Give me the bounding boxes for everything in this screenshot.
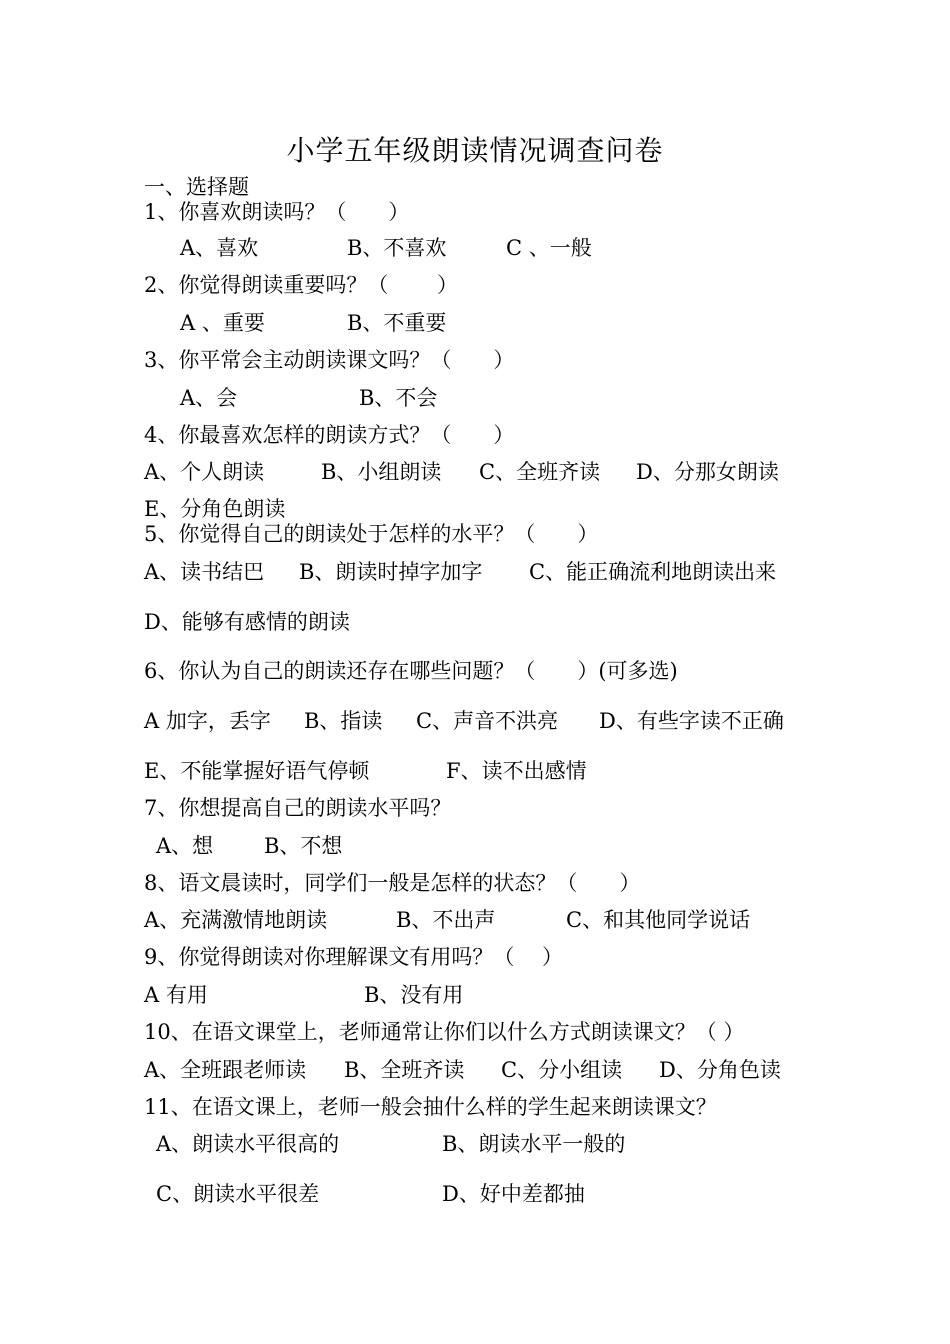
option-c: C、分小组读 [501, 1058, 623, 1082]
option-a: A 有用 [144, 983, 208, 1007]
option-c: C、能正确流利地朗读出来 [529, 560, 777, 584]
option-b: B、没有用 [364, 983, 464, 1007]
option-d: D、分角色读 [659, 1058, 781, 1082]
option-b: B、全班齐读 [344, 1058, 465, 1082]
option-b: B、指读 [304, 709, 383, 733]
question-5: 5、你觉得自己的朗读处于怎样的水平？（ ） [144, 522, 599, 546]
question-11-options-2 [144, 1179, 844, 1299]
question-8: 8、语文晨读时，同学们一般是怎样的状态？（ ） [144, 871, 641, 895]
question-1: 1、你喜欢朗读吗？（ ） [144, 200, 410, 224]
question-2: 2、你觉得朗读重要吗？（ ） [144, 273, 459, 297]
option-b: B、朗读时掉字加字 [299, 560, 483, 584]
option-a: A 、重要 [180, 311, 265, 335]
question-11: 11、在语文课上，老师一般会抽什么样的学生起来朗读课文？ [144, 1095, 717, 1119]
option-b: B、不喜欢 [347, 236, 447, 260]
option-b: B、不重要 [347, 311, 447, 335]
option-f: F、读不出感情 [446, 759, 587, 783]
question-4-option-e: E、分角色朗读 [144, 497, 286, 521]
option-e: E、不能掌握好语气停顿 [144, 759, 370, 783]
option-b: B、不出声 [396, 908, 496, 932]
option-b: B、不想 [264, 834, 343, 858]
question-3: 3、你平常会主动朗读课文吗？（ ） [144, 348, 515, 372]
option-a: A、喜欢 [180, 236, 259, 260]
question-9: 9、你觉得朗读对你理解课文有用吗？（ ） [144, 945, 564, 969]
option-b: B、小组朗读 [321, 460, 442, 484]
page-title: 小学五年级朗读情况调查问卷 [286, 134, 664, 167]
option-a: A、充满激情地朗读 [144, 908, 328, 932]
option-b: B、朗读水平一般的 [442, 1132, 626, 1156]
option-a: A、全班跟老师读 [144, 1058, 307, 1082]
question-7: 7、你想提高自己的朗读水平吗？ [144, 796, 452, 820]
option-b: B、不会 [359, 386, 438, 410]
question-6: 6、你认为自己的朗读还存在哪些问题？（ ）(可多选) [144, 659, 678, 683]
option-d: D、好中差都抽 [442, 1182, 585, 1206]
question-4: 4、你最喜欢怎样的朗读方式？（ ） [144, 423, 515, 447]
section-heading: 一、选择题 [144, 175, 249, 199]
option-c: C、全班齐读 [479, 460, 601, 484]
option-c: C、朗读水平很差 [156, 1182, 320, 1206]
option-a: A、个人朗读 [144, 460, 265, 484]
option-d: D、分那女朗读 [636, 460, 779, 484]
option-a: A、读书结巴 [144, 560, 265, 584]
question-10: 10、在语文课堂上，老师通常让你们以什么方式朗读课文？（ ） [144, 1020, 745, 1044]
question-5-option-d: D、能够有感情的朗读 [144, 610, 350, 634]
option-c: C、声音不洪亮 [416, 709, 559, 733]
option-a: A、想 [156, 834, 214, 858]
option-a: A 加字，丢字 [144, 709, 271, 733]
option-d: D、有些字读不正确 [599, 709, 784, 733]
option-c: C、和其他同学说话 [566, 908, 751, 932]
option-a: A、会 [180, 386, 238, 410]
option-c: C 、一般 [506, 236, 592, 260]
option-a: A、朗读水平很高的 [156, 1132, 340, 1156]
